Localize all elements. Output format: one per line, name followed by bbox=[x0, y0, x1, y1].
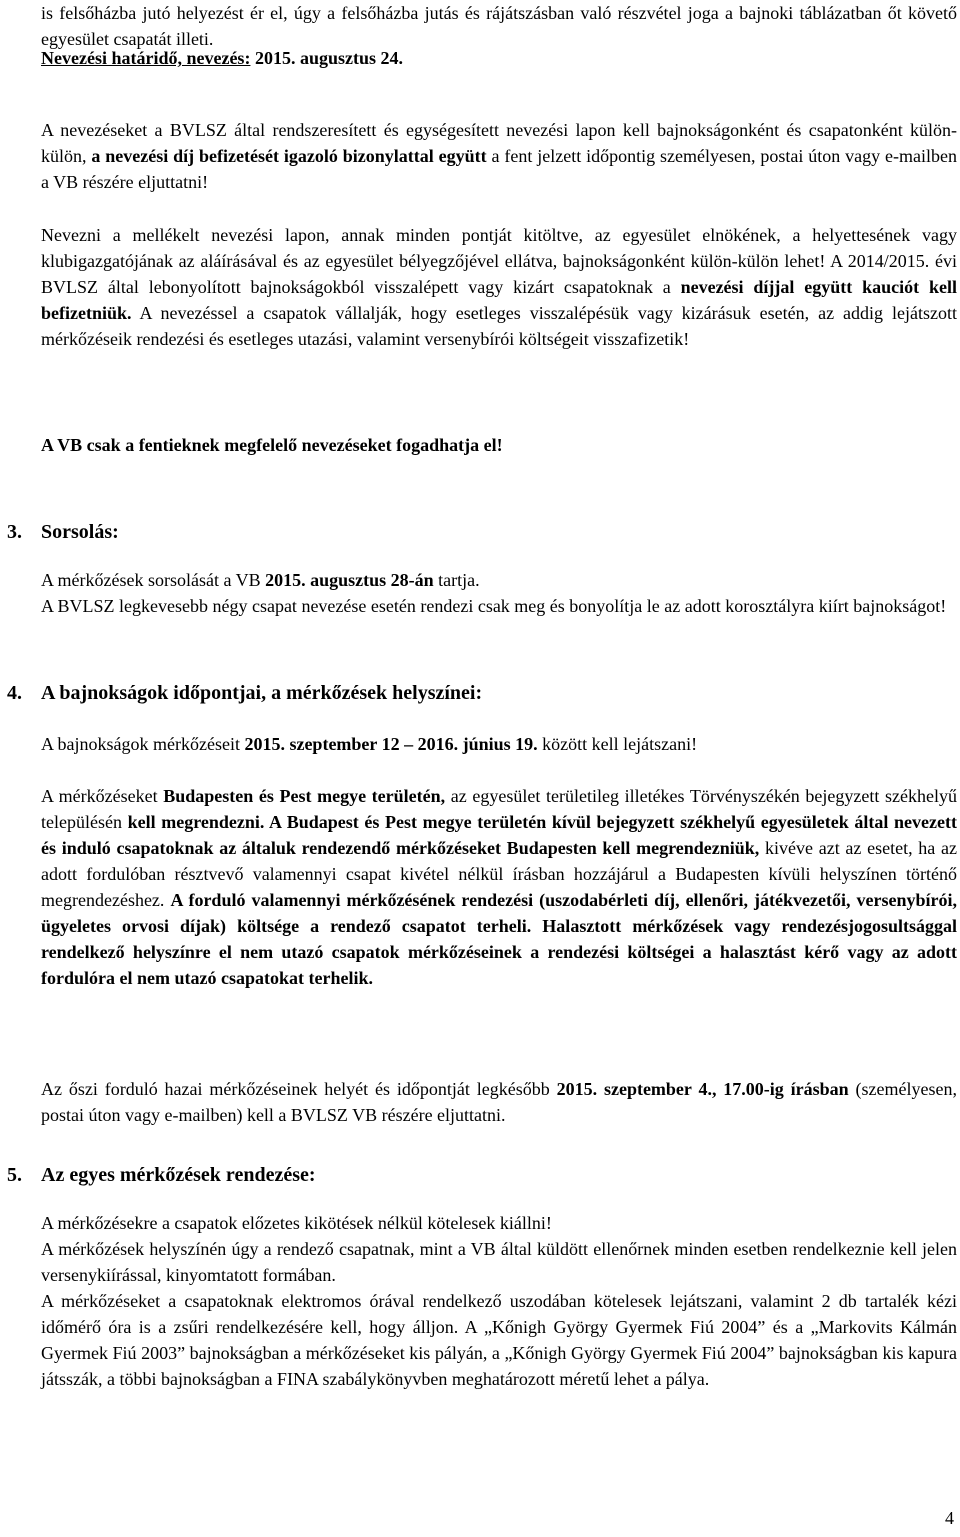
draw-paragraph: A mérkőzések sorsolását a VB 2015. augusztus 28-án tartja. A BVLSZ legkevesebb négy csapat nevezése esetén rendezi csak meg és bonyolítja le az adott korosztályra kiírt bajnokságot! bbox=[41, 570, 947, 616]
page-number: 4 bbox=[945, 1508, 954, 1528]
entry-paragraph: A nevezéseket a BVLSZ által rendszeresített és egységesített nevezési lapon kell bajnokságonként és csapatonként külön-külön, a nevezési díj befizetését igazoló bizonylattal együtt a fent jelzett időpontig személyesen, postai úton vagy e-mailben a VB részére eljuttatni! bbox=[41, 120, 957, 192]
season-dates: A bajnokságok mérkőzéseit 2015. szeptember 12 – 2016. június 19. között kell lejátszani! bbox=[41, 734, 698, 754]
entry-deadline: Nevezési határidő, nevezés: 2015. augusztus 24. bbox=[41, 48, 403, 68]
intro-paragraph: is felsőházba jutó helyezést ér el, úgy a felsőházba jutás és rájátszásban való részvétel joga a bajnoki táblázatban őt követő egyesület csapatát illeti. bbox=[41, 3, 957, 49]
section-5-heading: 5. Az egyes mérkőzések rendezése: bbox=[7, 1164, 316, 1186]
section-4-heading: 4. A bajnokságok időpontjai, a mérkőzések helyszínei: bbox=[7, 682, 483, 704]
section-3-heading: 3. Sorsolás: bbox=[7, 521, 119, 543]
venue-paragraph: A mérkőzéseket Budapesten és Pest megye területén, az egyesület területileg illetékes Törvényszékén bejegyzett székhelyű településén kell megrendezni. A Budapest és Pest megye területén kívül bejegyzett székhelyű egyesületek által nevezett és induló csapatoknak az általuk rendezendő mérkőzéseket Budapesten kell megrendezniük, kivéve azt az esetet, ha az adott fordulóban résztvevő valamennyi csapat kivétel nélkül írásban hozzájárul a Budapesten kívüli helyszínen történő megrendezéshez. A forduló valamennyi mérkőzésének rendezési (uszodabérleti díj, ellenőri, játékvezetői, versenybírói, ügyeletes orvosi díjak) költsége a rendező csapatot terheli. Halasztott mérkőzések vagy rendezésjogosultsággal rendelkező helyszínre el nem utazó csapatok mérkőzéseinek a rendezési költségei a halasztást kérő vagy az adott fordulóra el nem utazó csapatokat terhelik. bbox=[41, 786, 957, 988]
entry-form-paragraph: Nevezni a mellékelt nevezési lapon, annak minden pontját kitöltve, az egyesület elnökének, a helyettesének vagy klubigazgatójának az aláírásával és az egyesület bélyegzőjével ellátva, bajnokságonként külön-külön lehet! A 2014/2015. évi BVLSZ által lebonyolított bajnokságokból visszalépett vagy kizárt csapatoknak a nevezési díjjal együtt kauciót kell befizetniük. A nevezéssel a csapatok vállalják, hogy esetleges visszalépésük vagy kizárásuk esetén, az addig lejátszott mérkőzéseik rendezési és esetleges utazási, valamint versenybírói költségeit visszafizetik! bbox=[41, 225, 957, 349]
match-organization-paragraph: A mérkőzésekre a csapatok előzetes kikötések nélkül kötelesek kiállni! A mérkőzések helyszínén úgy a rendező csapatnak, mint a VB által küldött ellenőrnek minden esetben rendelkeznie kell jelen versenykiírással, kinyomtatott formában. A mérkőzéseket a csapatoknak elektromos órával rendelkező uszodában kötelesek lejátszani, valamint 2 db tartalék kézi időmérő óra is a zsűri rendelkezésére kell, hogy álljon. A „Kőnigh György Gyermek Fiú 2004” és a „Markovits Kálmán Gyermek Fiú 2003” bajnokságban a mérkőzéseket kis pályán, a „Kőnigh György Gyermek Fiú 2004” bajnokságban kis kapura játsszák, a többi bajnokságban a FINA szabálykönyvben meghatározott méretű lehet a pálya. bbox=[41, 1213, 957, 1389]
vb-acceptance-notice: A VB csak a fentieknek megfelelő nevezéseket fogadhatja el! bbox=[41, 435, 503, 455]
autumn-round-paragraph: Az őszi forduló hazai mérkőzéseinek helyét és időpontját legkésőbb 2015. szeptember 4., 17.00-ig írásban (személyesen, postai úton vagy e-mailben) kell a BVLSZ VB részére eljuttatni. bbox=[41, 1079, 958, 1125]
